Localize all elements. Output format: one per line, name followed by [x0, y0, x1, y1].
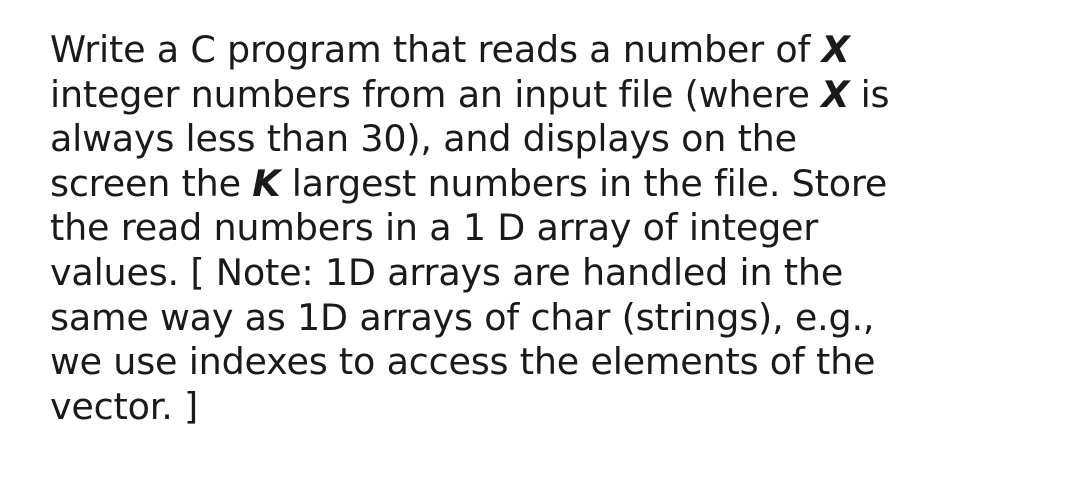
text-line	[50, 162, 1060, 207]
text-line	[50, 296, 1060, 341]
text-segment: largest numbers in the file. Store	[280, 161, 888, 205]
text-segment: we use indexes to access the elements of the	[50, 340, 876, 384]
variable-name: X	[821, 72, 850, 116]
text-segment: same way as 1D arrays of char (strings), e.g.,	[50, 295, 875, 339]
text-segment: values. [ Note: 1D arrays are handled in the	[50, 250, 844, 294]
text-segment: is	[849, 72, 890, 116]
text-segment: Write a C program that reads a number of	[50, 28, 822, 71]
text-segment: screen the	[50, 161, 253, 205]
text-line	[50, 28, 1060, 73]
text-segment: the read numbers in a 1 D array of integer	[50, 206, 819, 250]
text-line	[50, 206, 1060, 251]
text-segment: vector. ]	[50, 384, 199, 428]
text-line	[50, 73, 1060, 118]
problem-statement	[50, 28, 1060, 429]
text-segment: always less than 30), and displays on the	[50, 117, 797, 161]
variable-name: X	[821, 28, 850, 71]
text-line	[50, 117, 1060, 162]
variable-name: K	[252, 161, 281, 205]
text-line	[50, 340, 1060, 385]
text-line	[50, 251, 1060, 296]
text-segment: integer numbers from an input file (where	[50, 72, 822, 116]
text-line	[50, 385, 1060, 430]
